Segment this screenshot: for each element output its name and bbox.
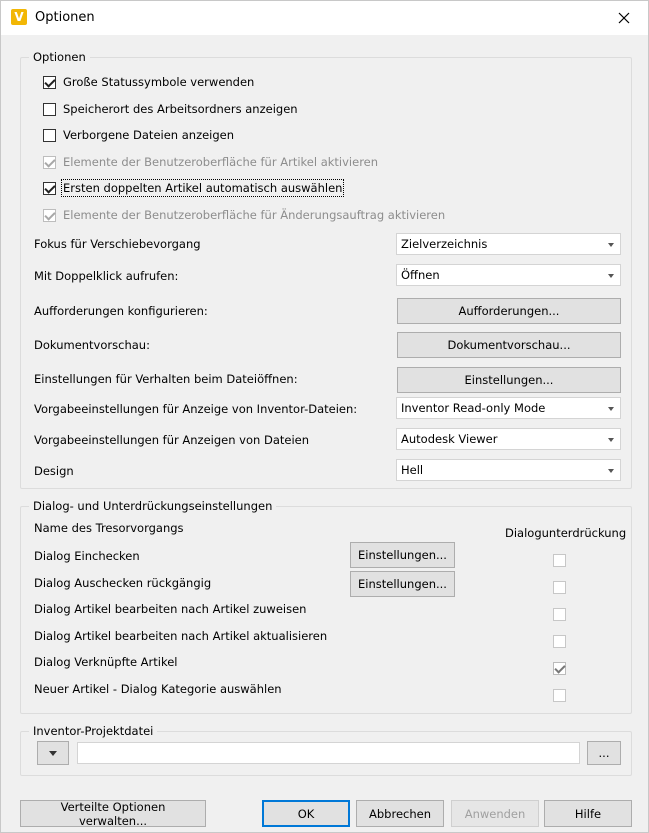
select-inventor-anzeige[interactable]	[396, 397, 621, 419]
checkbox-enable-item-ui	[43, 154, 378, 170]
column-header-suppression: Dialogunterdrückung	[505, 526, 627, 540]
dokumentvorschau-button[interactable]: Dokumentvorschau...	[397, 332, 621, 358]
help-button[interactable]: Hilfe	[544, 800, 632, 827]
label-dateien-anzeige: Vorgabeeinstellungen für Anzeigen von Dateien	[34, 433, 310, 447]
project-path-input[interactable]	[77, 742, 580, 764]
vault-app-icon: V	[11, 9, 27, 25]
checkbox-box[interactable]	[43, 103, 56, 116]
close-icon	[618, 12, 630, 24]
suppress-checkbox-update-item[interactable]	[553, 635, 566, 648]
suppress-checkbox-undo-checkout[interactable]	[553, 581, 566, 594]
checkbox-auto-select-duplicate[interactable]	[43, 180, 342, 196]
title-bar	[1, 1, 648, 35]
suppress-checkbox-checkin[interactable]	[553, 554, 566, 567]
checkbox-enable-change-order-ui	[43, 207, 445, 223]
checkbox-box	[43, 209, 56, 222]
dialog-row-label: Dialog Verknüpfte Artikel	[34, 655, 178, 669]
suppress-checkbox-new-item-category[interactable]	[553, 689, 566, 702]
cancel-button[interactable]: Abbrechen	[356, 800, 444, 827]
select-design[interactable]	[396, 459, 621, 481]
select-value: Öffnen	[401, 268, 440, 282]
ok-button[interactable]: OK	[262, 800, 350, 827]
checkbox-show-hidden-files[interactable]	[43, 127, 234, 143]
select-doppelklick[interactable]	[396, 264, 621, 286]
column-header-operation: Name des Tresorvorgangs	[34, 521, 184, 535]
checkbox-box[interactable]	[43, 76, 56, 89]
checkbox-label: Elemente der Benutzeroberfläche für Artikel aktivieren	[63, 155, 379, 169]
label-fokus: Fokus für Verschiebevorgang	[34, 237, 201, 251]
chevron-down-icon	[608, 274, 614, 278]
select-fokus[interactable]	[396, 233, 621, 255]
dialog-group-legend: Dialog- und Unterdrückungseinstellungen	[29, 499, 276, 513]
chevron-down-icon	[608, 407, 614, 411]
dialog-row-label: Neuer Artikel - Dialog Kategorie auswählen	[34, 682, 282, 696]
checkbox-show-working-folder[interactable]	[43, 101, 298, 117]
chevron-down-icon	[608, 469, 614, 473]
aufforderungen-button[interactable]: Aufforderungen...	[397, 298, 621, 324]
label-dokumentvorschau: Dokumentvorschau:	[34, 338, 150, 352]
window-title: Optionen	[35, 10, 95, 25]
options-group-legend: Optionen	[29, 50, 90, 64]
label-inventor-anzeige: Vorgabeeinstellungen für Anzeige von Inventor-Dateien:	[34, 402, 358, 416]
checkbox-label: Ersten doppelten Artikel automatisch auswählen	[63, 181, 343, 195]
checkbox-label: Verborgene Dateien anzeigen	[63, 128, 235, 142]
chevron-down-icon	[608, 243, 614, 247]
project-group-legend: Inventor-Projektdatei	[29, 724, 157, 738]
label-aufforderungen: Aufforderungen konfigurieren:	[34, 304, 208, 318]
select-dateien-anzeige[interactable]	[396, 428, 621, 450]
suppress-checkbox-assign-item[interactable]	[553, 608, 566, 621]
select-value: Inventor Read-only Mode	[401, 401, 546, 415]
checkbox-label: Speicherort des Arbeitsordners anzeigen	[63, 102, 298, 116]
triangle-down-icon	[49, 751, 57, 756]
dialog-row-label: Dialog Artikel bearbeiten nach Artikel zuweisen	[34, 602, 307, 616]
checkbox-label: Elemente der Benutzeroberfläche für Änderungsauftrag aktivieren	[63, 208, 446, 222]
checkbox-box[interactable]	[43, 129, 56, 142]
browse-button[interactable]: ...	[587, 741, 621, 765]
dialog-row-label: Dialog Artikel bearbeiten nach Artikel aktualisieren	[34, 629, 328, 643]
close-button[interactable]	[610, 5, 638, 31]
select-value: Zielverzeichnis	[401, 237, 488, 251]
project-dropdown-button[interactable]	[37, 741, 69, 765]
checkbox-box[interactable]	[43, 182, 56, 195]
dateioeffnen-settings-button[interactable]: Einstellungen...	[397, 367, 621, 393]
manage-distributed-options-button[interactable]: Verteilte Optionen verwalten...	[20, 800, 206, 827]
dialog-row-label: Dialog Einchecken	[34, 549, 140, 563]
checkbox-box	[43, 156, 56, 169]
label-dateioeffnen: Einstellungen für Verhalten beim Dateiöffnen:	[34, 372, 298, 386]
label-design: Design	[34, 464, 74, 478]
checkbox-label: Große Statussymbole verwenden	[63, 75, 255, 89]
apply-button: Anwenden	[451, 800, 539, 827]
chevron-down-icon	[608, 438, 614, 442]
suppress-checkbox-linked-items[interactable]	[553, 662, 566, 675]
label-doppelklick: Mit Doppelklick aufrufen:	[34, 269, 179, 283]
undo-checkout-settings-button[interactable]: Einstellungen...	[350, 571, 455, 597]
dialog-row-label: Dialog Auschecken rückgängig	[34, 576, 212, 590]
checkbox-large-status-icons[interactable]	[43, 74, 254, 90]
select-value: Hell	[401, 463, 424, 477]
select-value: Autodesk Viewer	[401, 432, 498, 446]
checkin-settings-button[interactable]: Einstellungen...	[350, 542, 455, 568]
